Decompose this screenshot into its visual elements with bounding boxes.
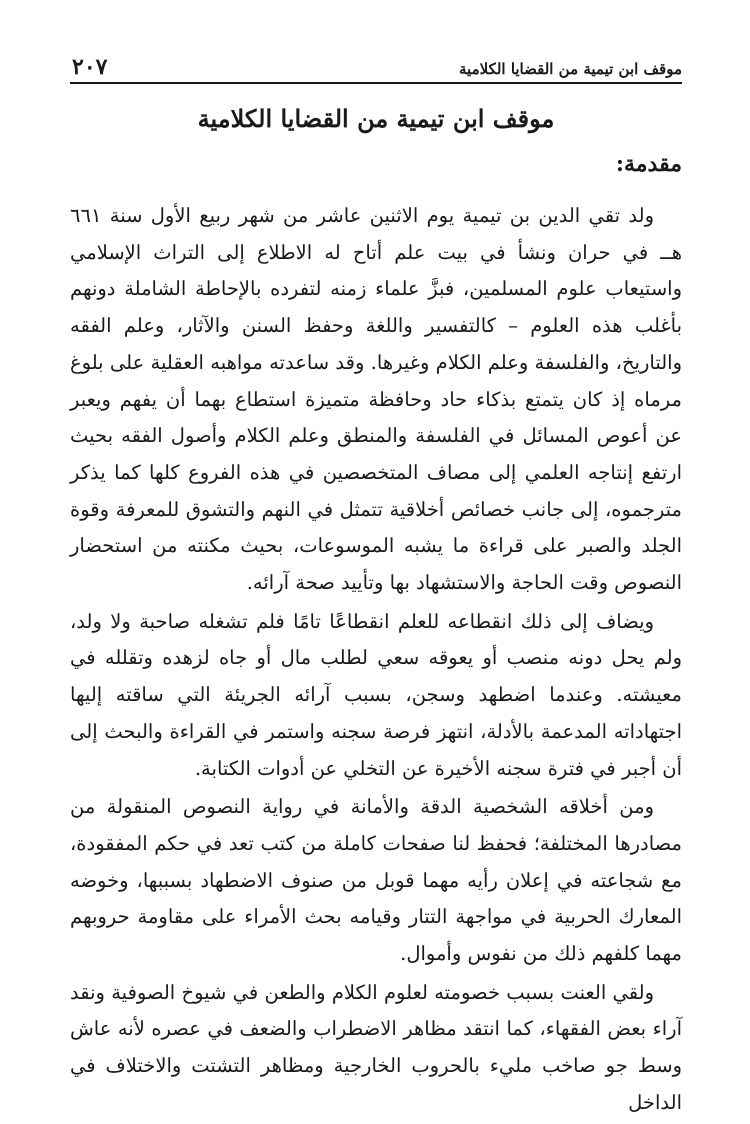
- paragraph: ولد تقي الدين بن تيمية يوم الاثنين عاشر من شهر ربيع الأول سنة ٦٦١ هــ في حران ونشأ في بيت علم أتاح له الاطلاع إلى التراث الإسلامي واستيعاب علوم المسلمين، فبزَّ علماء زمنه لتفرده بالإحاطة الشاملة دونهم بأغلب هذه العلوم – كالتفسير واللغة وحفظ السنن والآثار، وعلم الفقه والتاريخ، والفلسفة وعلم الكلام وغيرها. وقد ساعدته مواهبه العقلية على بلوغ مرماه إذ كان يتمتع بذكاء حاد وحافظة متميزة استطاع بهما أن يفهم ويعبر عن أعوص المسائل في الفلسفة والمنطق وعلم الكلام وأصول الفقه بحيث ارتفع إنتاجه العلمي إلى مصاف المتخصصين في هذه الفروع كلها كما يذكر مترجموه، إلى جانب خصائص أخلاقية تتمثل في النهم والتشوق للمعرفة وقوة الجلد والصبر على قراءة ما يشبه الموسوعات، بحيث مكنته من استحضار النصوص وقت الحاجة والاستشهاد بها وتأييد صحة آرائه.: [70, 204, 682, 595]
- section-heading: مقدمة:: [615, 151, 682, 177]
- running-title: موقف ابن تيمية من القضايا الكلامية: [459, 60, 682, 78]
- page-number: ٢٠٧: [72, 54, 108, 80]
- paragraph: ويضاف إلى ذلك انقطاعه للعلم انقطاعًا تامًا فلم تشغله صاحبة ولا ولد، ولم يحل دونه منصب أو يعوقه سعي لطلب مال أو جاه لزهده وتقلله في معيشته. وعندما اضطهد وسجن، بسبب آرائه الجريئة التي ساقته إليها اجتهاداته المدعمة بالأدلة، انتهز فرصة سجنه واستمر في القراءة والبحث إلى أن أجبر في فترة سجنه الأخيرة عن التخلي عن أدوات الكتابة.: [70, 609, 682, 780]
- running-header: [70, 54, 682, 84]
- chapter-title: موقف ابن تيمية من القضايا الكلامية: [197, 104, 555, 133]
- paragraph: ومن أخلاقه الشخصية الدقة والأمانة في رواية النصوص المنقولة من مصادرها المختلفة؛ فحفظ لنا صفحات كاملة من كتب تعد في حكم المفقودة، مع شجاعته في إعلان رأيه مهما قوبل من صنوف الاضطهاد بسببها، وخوضه المعارك الحربية في مواجهة التتار وقيامه بحث الأمراء على مقاومة حروبهم مهما كلفهم ذلك من نفوس وأموال.: [70, 795, 682, 966]
- paragraph: ولقي العنت بسبب خصومته لعلوم الكلام والطعن في شيوخ الصوفية ونقد آراء بعض الفقهاء، كما انتقد مظاهر الاضطراب والضعف في عصره لأنه عاش وسط جو صاخب مليء بالحروب الخارجية ومظاهر التشتت والاختلاف في الداخل: [70, 980, 682, 1114]
- body-text: [70, 198, 682, 1124]
